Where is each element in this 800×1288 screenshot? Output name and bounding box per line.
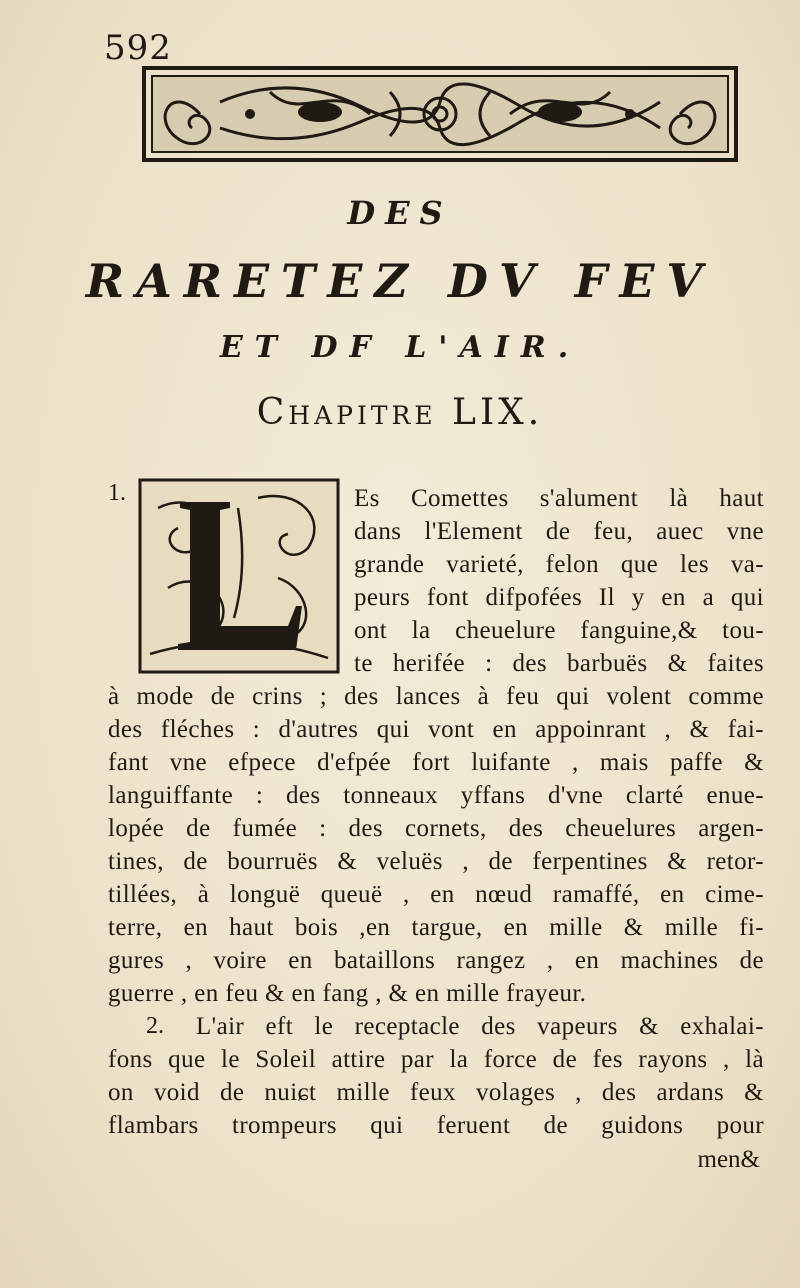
drop-cap-letter-l bbox=[138, 478, 340, 674]
text-line: te herifée : des barbuës & faites bbox=[354, 650, 764, 677]
text-line: languiffante : des tonneaux yffans d'vne clarté enue- bbox=[108, 782, 764, 809]
text-line: lopée de fumée : des cornets, des cheuelures argen- bbox=[108, 815, 764, 842]
text-line: Es Comettes s'alument là haut bbox=[354, 485, 764, 512]
title-line-3: ET DF L'AIR. bbox=[219, 330, 581, 365]
text-line: ont la cheuelure fanguine,& tou- bbox=[354, 617, 764, 644]
chapter-heading: Chapitre LIX. bbox=[256, 392, 544, 433]
text-line: fant vne efpece d'efpée fort luifante , mais paffe & bbox=[108, 749, 764, 776]
text-line: flambars trompeurs qui feruent de guidons pour bbox=[108, 1112, 764, 1139]
paragraph-number-2: 2. bbox=[146, 1013, 164, 1039]
page-number: 592 bbox=[104, 28, 172, 68]
text-line: guerre , en feu & en fang , & en mille frayeur. bbox=[108, 980, 587, 1007]
text-line: on void de nuiɕt mille feux volages , des ardans & bbox=[108, 1079, 764, 1106]
text-line: à mode de crins ; des lances à feu qui volent comme bbox=[108, 683, 764, 710]
text-line: gures , voire en bataillons rangez , en machines de bbox=[108, 947, 764, 974]
title-line-1: DES bbox=[347, 194, 453, 232]
paragraph-number-1: 1. bbox=[108, 480, 126, 506]
text-line: tillées, à longuë queuë , en nœud ramaffé, en cime- bbox=[108, 881, 764, 908]
text-line: des fléches : d'autres qui vont en appoinrant , & fai- bbox=[108, 716, 764, 743]
text-line: L'air eft le receptacle des vapeurs & exhalai- bbox=[196, 1013, 764, 1040]
text-line: peurs font difpofées Il y en a qui bbox=[354, 584, 764, 611]
ornamental-headpiece bbox=[140, 62, 740, 166]
text-line: tines, de bourruës & veluës , de ferpentines & retor- bbox=[108, 848, 764, 875]
text-line: dans l'Element de feu, auec vne bbox=[354, 518, 764, 545]
title-line-2: RARETEZ DV FEV bbox=[85, 254, 715, 308]
catchword: men& bbox=[697, 1146, 760, 1173]
text-line: terre, en haut bois ,en targue, en mille & mille fi- bbox=[108, 914, 764, 941]
text-line: fons que le Soleil attire par la force de fes rayons , là bbox=[108, 1046, 764, 1073]
text-line: grande varieté, felon que les va- bbox=[354, 551, 764, 578]
